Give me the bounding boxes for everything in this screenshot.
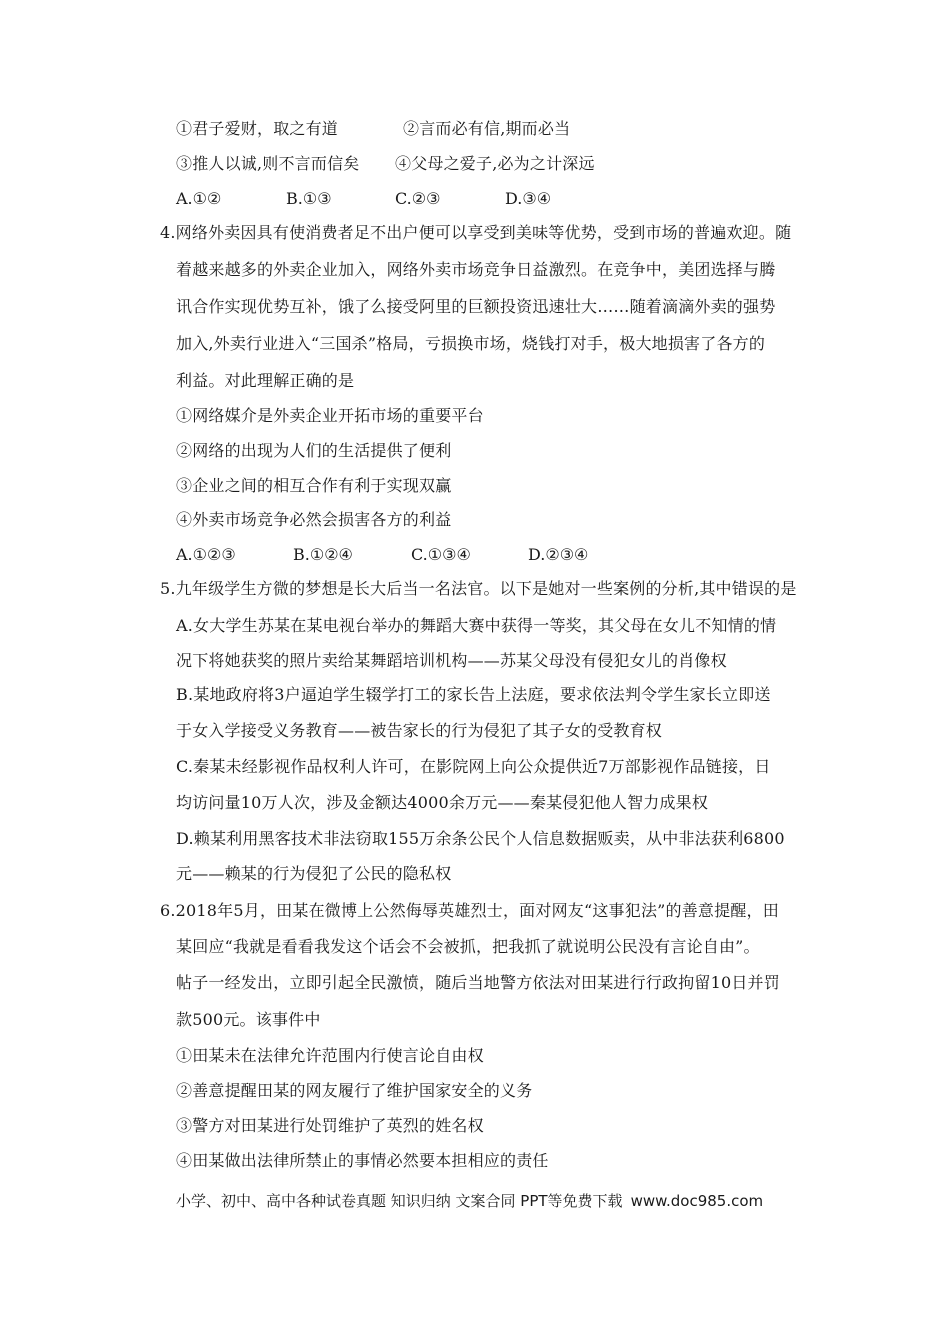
q3-option-b: B.①③	[286, 189, 332, 208]
q6-stem-line-1: 6.2018年5月，田某在微博上公然侮辱英雄烈士，面对网友“这事犯法”的善意提醒，田	[160, 901, 779, 920]
q5-option-b-line-2: 于女入学接受义务教育——被告家长的行为侵犯了其子女的受教育权	[176, 721, 663, 740]
q4-option-d: D.②③④	[528, 545, 589, 564]
q6-stem-line-3: 帖子一经发出，立即引起全民激愤，随后当地警方依法对田某进行行政拘留10日并罚	[176, 973, 780, 992]
q5-option-a-line-1: A.女大学生苏某在某电视台举办的舞蹈大赛中获得一等奖，其父母在女儿不知情的情	[176, 616, 777, 635]
q3-option-c: C.②③	[395, 189, 441, 208]
q6-stem-line-2: 某回应“我就是看看我发这个话会不会被抓，把我抓了就说明公民没有言论自由”。	[176, 937, 760, 956]
q6-stem-line-4: 款500元。该事件中	[176, 1010, 321, 1029]
page-footer	[176, 1190, 763, 1212]
q6-item-3: ③警方对田某进行处罚维护了英烈的姓名权	[176, 1116, 484, 1135]
q3-item-3: ③推人以诚,则不言而信矣	[176, 154, 360, 173]
q6-item-1: ①田某未在法律允许范围内行使言论自由权	[176, 1046, 484, 1065]
q5-option-c-line-1: C.秦某未经影视作品权利人许可，在影院网上向公众提供近7万部影视作品链接，日	[176, 757, 771, 776]
q4-item-4: ④外卖市场竞争必然会损害各方的利益	[176, 510, 452, 529]
q6-item-2: ②善意提醒田某的网友履行了维护国家安全的义务	[176, 1081, 533, 1100]
q5-option-b-line-1: B.某地政府将3户逼迫学生辍学打工的家长告上法庭，要求依法判令学生家长立即送	[176, 685, 771, 704]
q6-item-4: ④田某做出法律所禁止的事情必然要本担相应的责任	[176, 1151, 549, 1170]
footer-url: www.doc985.com	[630, 1192, 764, 1210]
q4-stem-line-5: 利益。对此理解正确的是	[176, 371, 355, 390]
q4-item-2: ②网络的出现为人们的生活提供了便利	[176, 441, 452, 460]
q5-option-a-line-2: 况下将她获奖的照片卖给某舞蹈培训机构——苏某父母没有侵犯女儿的肖像权	[176, 651, 727, 670]
footer-text: 小学、初中、高中各种试卷真题 知识归纳 文案合同 PPT等免费下载	[176, 1192, 623, 1210]
q4-stem-line-1: 4.网络外卖因具有使消费者足不出户便可以享受到美味等优势，受到市场的普遍欢迎。随	[160, 223, 792, 242]
q3-item-2: ②言而必有信,期而必当	[403, 119, 571, 138]
q3-item-1: ①君子爱财，取之有道	[176, 119, 339, 138]
q4-stem-line-4: 加入,外卖行业进入“三国杀”格局，亏损换市场，烧钱打对手，极大地损害了各方的	[176, 334, 766, 353]
q5-option-d-line-2: 元——赖某的行为侵犯了公民的隐私权	[176, 864, 452, 883]
q3-option-d: D.③④	[505, 189, 552, 208]
q4-option-a: A.①②③	[176, 545, 236, 564]
q4-option-c: C.①③④	[411, 545, 471, 564]
q5-option-d-line-1: D.赖某利用黑客技术非法窃取155万余条公民个人信息数据贩卖，从中非法获利6800	[176, 829, 785, 848]
q5-option-c-line-2: 均访问量10万人次，涉及金额达4000余万元——秦某侵犯他人智力成果权	[176, 793, 709, 812]
q4-item-3: ③企业之间的相互合作有利于实现双赢	[176, 476, 452, 495]
q4-item-1: ①网络媒介是外卖企业开拓市场的重要平台	[176, 406, 484, 425]
q4-option-b: B.①②④	[293, 545, 353, 564]
q4-stem-line-3: 讯合作实现优势互补，饿了么接受阿里的巨额投资迅速壮大……随着滴滴外卖的强势	[176, 297, 776, 316]
q4-stem-line-2: 着越来越多的外卖企业加入，网络外卖市场竞争日益激烈。在竞争中，美团选择与腾	[176, 260, 776, 279]
q3-item-4: ④父母之爱子,必为之计深远	[395, 154, 595, 173]
q5-stem: 5.九年级学生方微的梦想是长大后当一名法官。以下是她对一些案例的分析,其中错误的是	[160, 579, 797, 598]
q3-option-a: A.①②	[176, 189, 222, 208]
